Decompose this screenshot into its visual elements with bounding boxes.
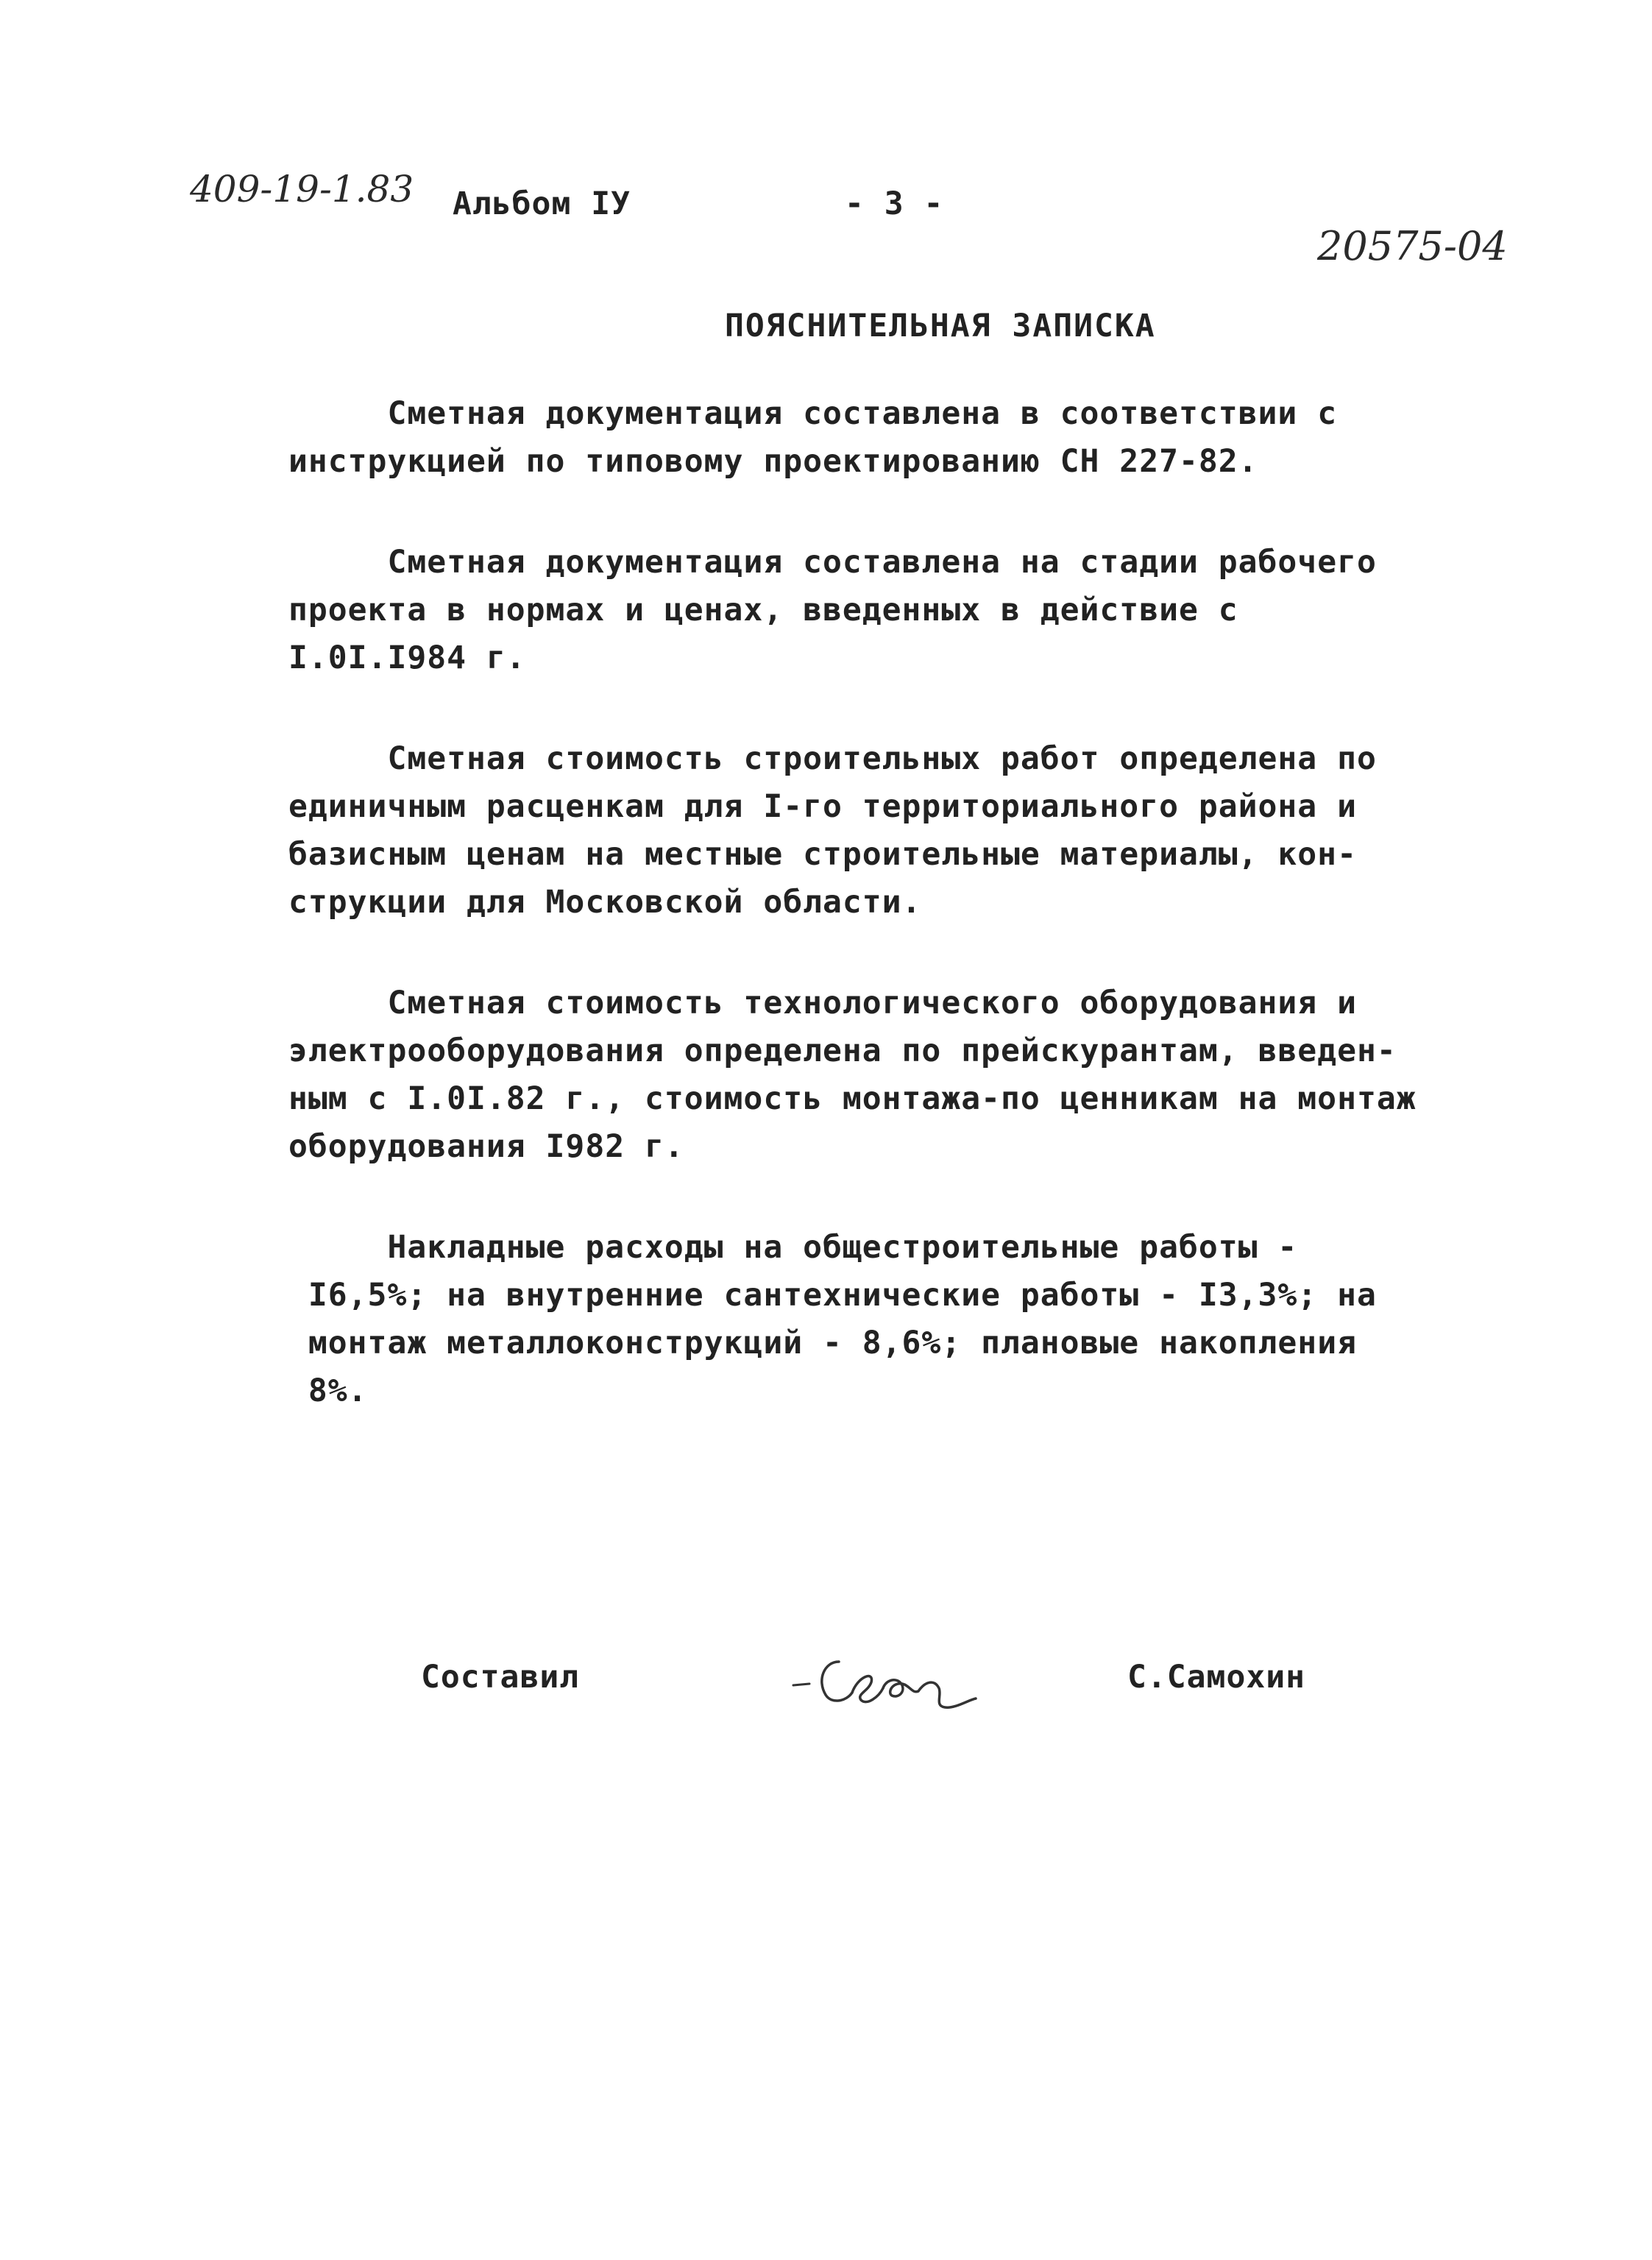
page-title: ПОЯСНИТЕЛЬНАЯ ЗАПИСКА [725, 308, 1156, 344]
document-number: 20575-04 [1317, 223, 1508, 269]
paragraph: Накладные расходы на общестроительные работы - I6,5%; на внутренние сантехнические работы - I3,3%; на монтаж металлоконструкций - 8,6%; плановые накопления 8%. [308, 1229, 1377, 1409]
paragraph: Сметная документация составлена на стадии рабочего проекта в нормах и ценах, введенных в действие с I.0I.I984 г. [288, 544, 1377, 676]
paragraph: Сметная стоимость технологического оборудования и электрооборудования определена по прейскурантам, введен- ным с I.0I.82 г., стоимость монтажа-по ценникам на монтаж оборудования I982 г. [288, 985, 1417, 1165]
compiled-label: Составил [421, 1659, 580, 1696]
signer-name: С.Самохин [1127, 1659, 1305, 1696]
signature-image [787, 1640, 986, 1721]
paragraph: Сметная документация составлена в соответствии с инструкцией по типовому проектированию СН 227-82. [288, 395, 1338, 480]
page-number: - 3 - [845, 185, 944, 222]
note-body [288, 390, 1495, 1468]
signature-block [421, 1640, 1378, 1728]
series-code: 409-19-1.83 [190, 168, 414, 210]
paragraph: Сметная стоимость строительных работ определена по единичным расценкам для I-го территориального района и базисным ценам на местные строительные материалы, кон- струкции для Московской области. [288, 740, 1377, 921]
album-label: Альбом IУ [453, 185, 631, 222]
